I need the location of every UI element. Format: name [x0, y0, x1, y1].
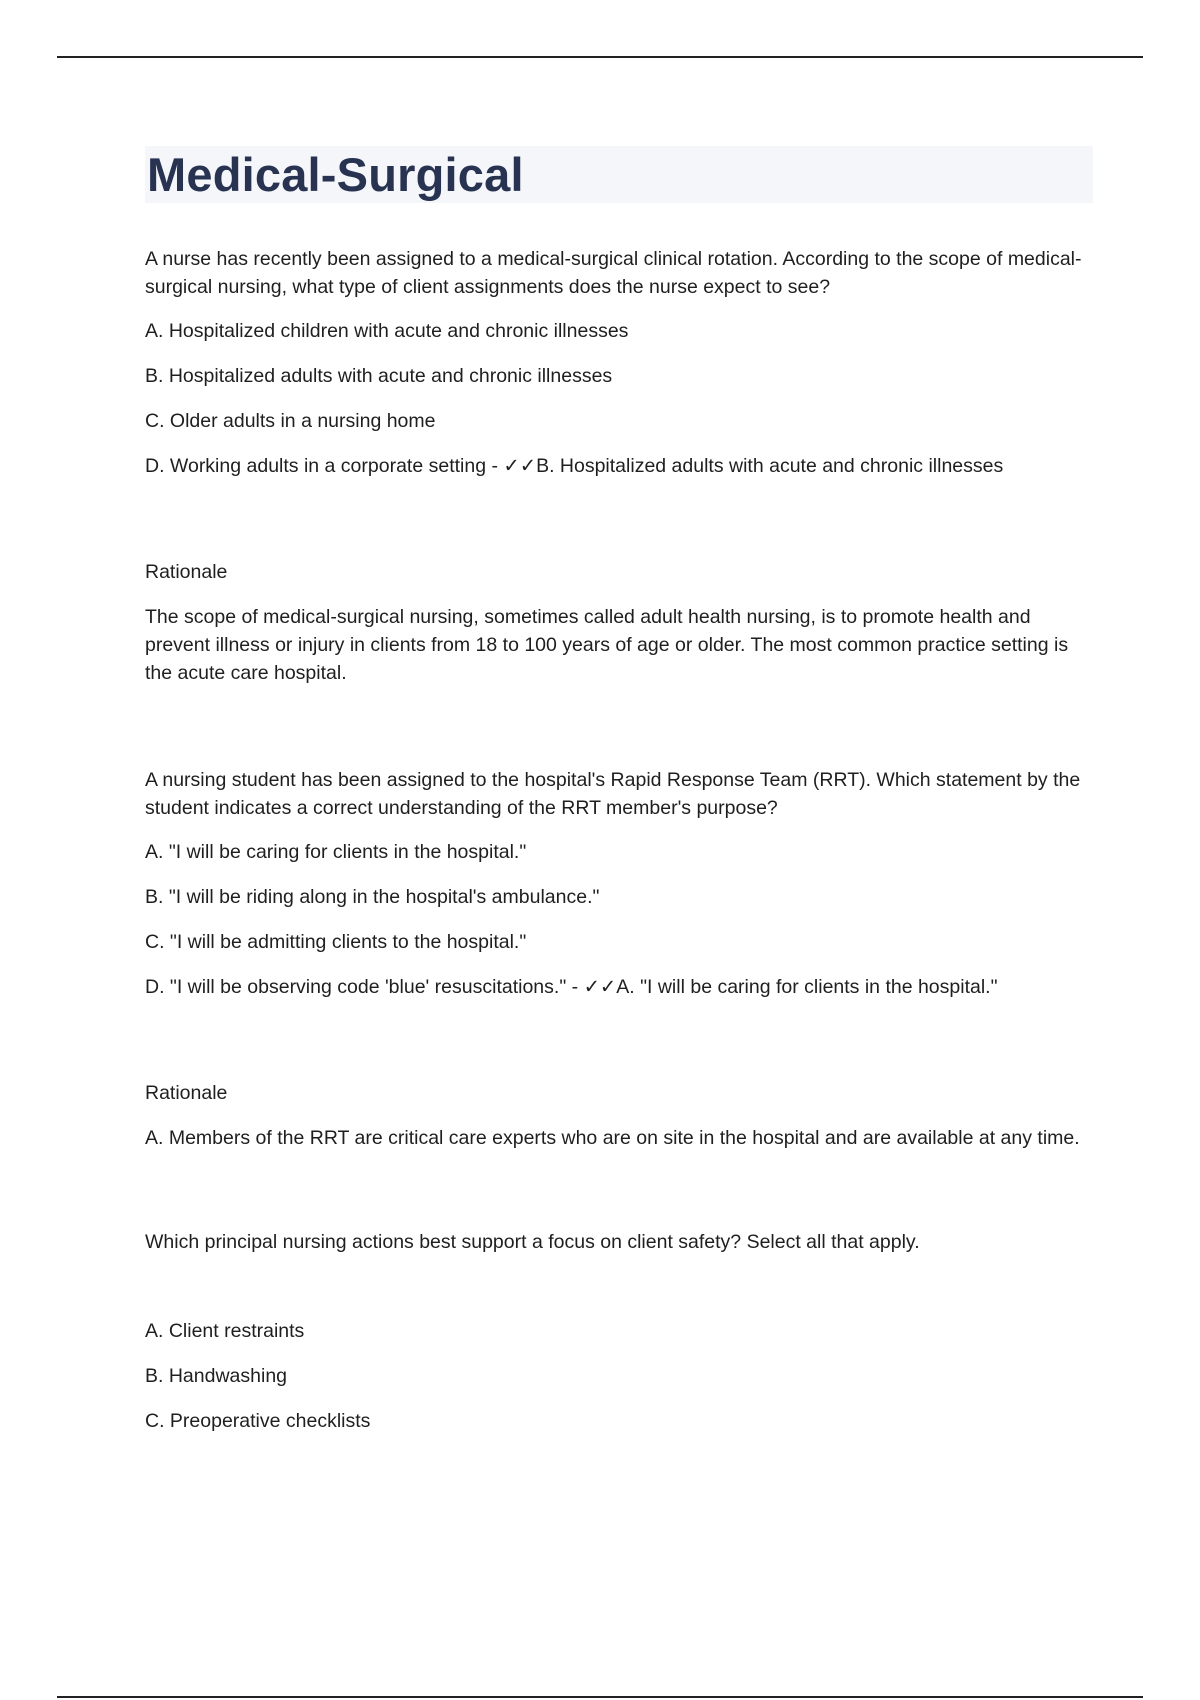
question-1-rationale-text: The scope of medical-surgical nursing, sometimes called adult health nursing, is to promote health and prevent illness or injury in clients from 18 to 100 years of age or older. The most common practice setting is the acute care hospital. [145, 606, 1069, 684]
bottom-rule [57, 1696, 1143, 1698]
question-1-rationale-label: Rationale [145, 561, 228, 583]
page-title: Medical-Surgical [147, 148, 524, 201]
question-3-text: Which principal nursing actions best support a focus on client safety? Select all that apply. [145, 1231, 920, 1253]
question-1-text: A nurse has recently been assigned to a medical-surgical clinical rotation. According to the scope of medical-surgical nursing, what type of client assignments does the nurse expect to see? [145, 248, 1082, 298]
document-body [145, 146, 1093, 1452]
title-bar [145, 146, 1093, 203]
question-2-rationale-label: Rationale [145, 1082, 228, 1104]
question-1-option-d-answer: D. Working adults in a corporate setting - ✓✓B. Hospitalized adults with acute and chronic illnesses [145, 455, 1004, 477]
question-3-option-b: B. Handwashing [145, 1365, 288, 1387]
question-2-option-d-answer: D. "I will be observing code 'blue' resuscitations." - ✓✓A. "I will be caring for clients in the hospital." [145, 976, 998, 998]
question-1-option-a: A. Hospitalized children with acute and chronic illnesses [145, 320, 629, 342]
question-2-rationale-text: A. Members of the RRT are critical care experts who are on site in the hospital and are available at any time. [145, 1127, 1080, 1149]
question-3-option-a: A. Client restraints [145, 1320, 305, 1342]
question-2-option-b: B. "I will be riding along in the hospital's ambulance." [145, 886, 600, 908]
question-2-text: A nursing student has been assigned to the hospital's Rapid Response Team (RRT). Which statement by the student indicates a correct understanding of the RRT member's purpose? [145, 769, 1081, 819]
question-2-option-c: C. "I will be admitting clients to the hospital." [145, 931, 527, 953]
question-1-option-b: B. Hospitalized adults with acute and chronic illnesses [145, 365, 613, 387]
question-2-option-a: A. "I will be caring for clients in the hospital." [145, 841, 527, 863]
top-rule [57, 56, 1143, 58]
question-3-option-c: C. Preoperative checklists [145, 1410, 371, 1432]
question-1-option-c: C. Older adults in a nursing home [145, 410, 436, 432]
